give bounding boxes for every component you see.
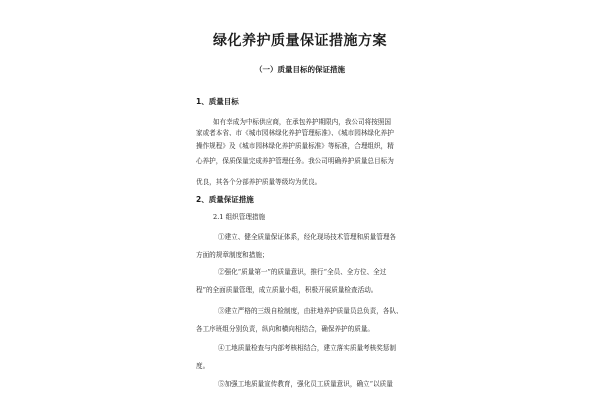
section-heading-quality-measures: 2、质量保证措施 xyxy=(196,195,254,204)
list-item-line: 各工序班组分别负责，纵向和横向相结合，确保养护的质量。 xyxy=(196,325,375,333)
list-item-line: ③建立严格的三级自检制度，由驻地养护质量员总负责，各队、 xyxy=(218,307,403,315)
paragraph-line: 如有幸成为中标供应商，在承包养护期限内，我公司将按照国 xyxy=(213,118,392,126)
section-heading-quality-goal: 1、质量目标 xyxy=(196,97,239,106)
list-item-line: 方面的规章制度和措施； xyxy=(196,251,269,259)
list-item-line: ②强化“质量第一”的质量意识，推行“全员、全方位、全过 xyxy=(218,268,387,276)
sub-heading-organization: 2.1 组织管理措施 xyxy=(213,213,266,221)
document-title: 绿化养护质量保证措施方案 xyxy=(213,33,387,49)
list-item-line: ①建立、健全质量保证体系，经化现场技术管理和质量管理各 xyxy=(218,233,397,241)
list-item-line: ⑤加强工地质量宣传教育，强化员工质量意识，确立“以质量 xyxy=(218,380,393,388)
list-item-line: 程”的全面质量管理，成立质量小组，积极开展质量检查活动。 xyxy=(196,286,378,294)
list-item-line: 度。 xyxy=(196,362,210,370)
paragraph-line: 家或者本省、市《城市园林绿化养护管理标准》、《城市园林绿化养护 xyxy=(196,129,394,137)
section-subtitle: （一）质量目标的保证措施 xyxy=(255,65,345,74)
list-item-line: ④工地质量检查与内部考核相结合，建立落实质量考核奖惩制 xyxy=(218,344,397,352)
paragraph-line: 心养护，保质保量完成养护管理任务。我公司明确养护质量总目标为 xyxy=(196,157,394,165)
paragraph-line: 优良，其各个分部养护质量等级均为优良。 xyxy=(196,178,322,186)
paragraph-line: 操作规程》及《城市园林绿化养护质量标准》等标准，合理组织，精 xyxy=(196,142,394,150)
